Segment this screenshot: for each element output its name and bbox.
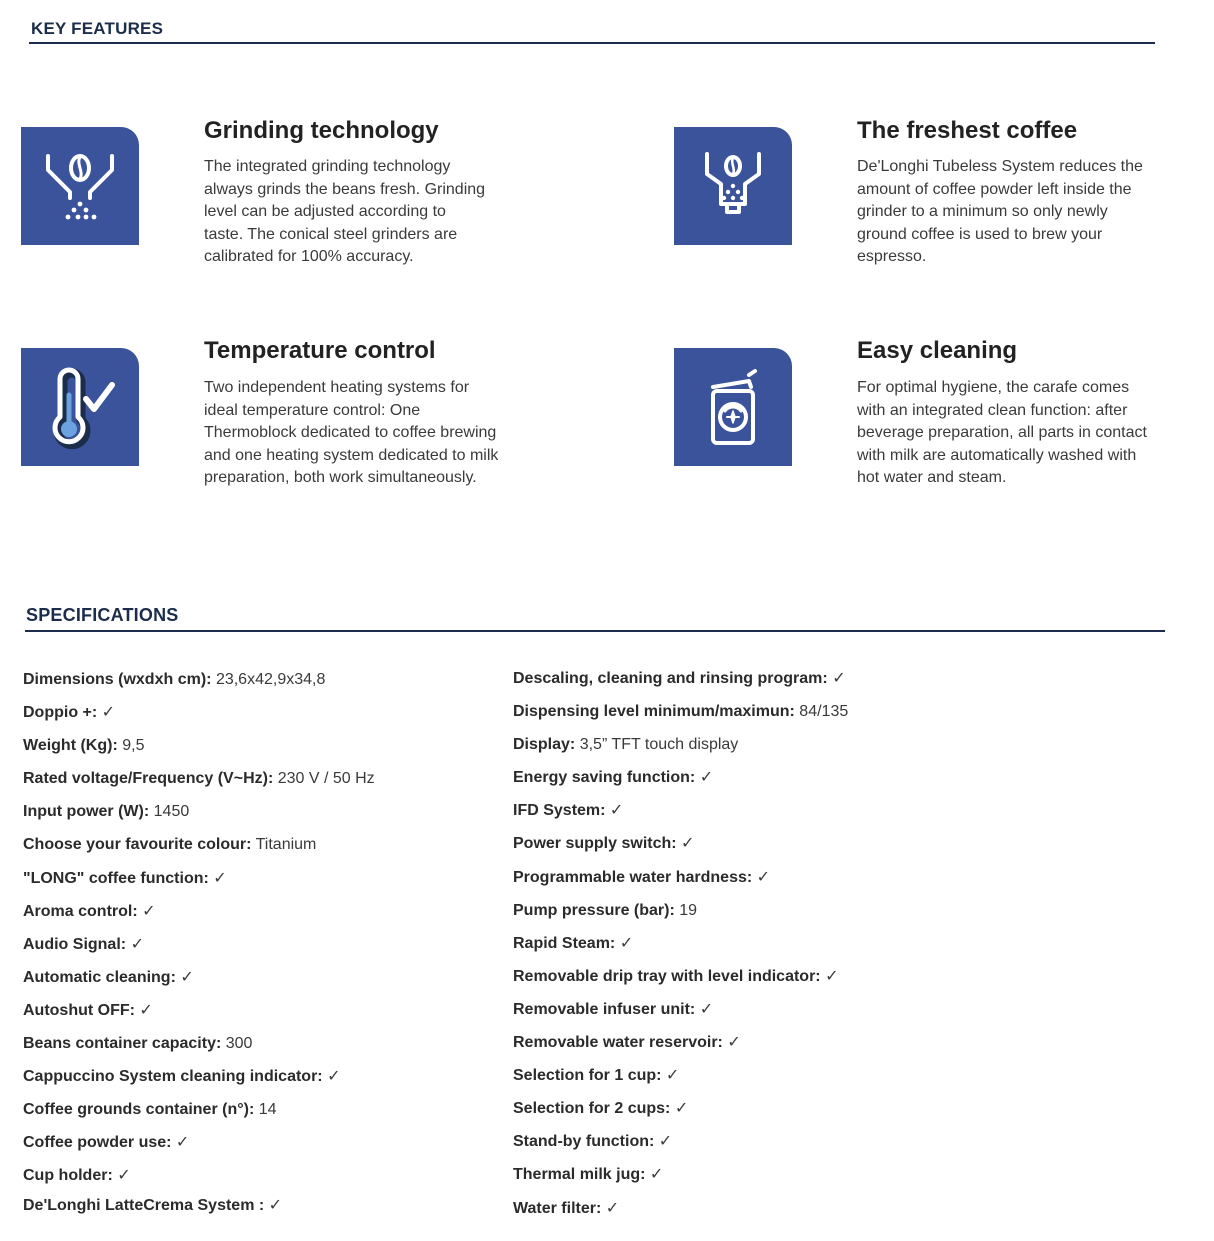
spec-label: Coffee grounds container (n°): (23, 1101, 255, 1119)
spec-label: Doppio +: (23, 704, 98, 722)
spec-label: Thermal milk jug: (513, 1166, 646, 1184)
spec-row (513, 1063, 848, 1096)
spec-value: ✓ (605, 1199, 620, 1217)
grinder-bean-icon (21, 127, 139, 245)
spec-label: Power supply switch: (513, 835, 677, 853)
thermometer-check-icon (21, 348, 139, 466)
spec-value: ✓ (117, 1167, 131, 1185)
spec-row (23, 1097, 375, 1130)
spec-list-left (23, 667, 375, 1226)
tubeless-grinder-icon (674, 127, 792, 245)
spec-label: Coffee powder use: (23, 1134, 172, 1152)
specifications-heading: SPECIFICATIONS (26, 605, 179, 625)
spec-label: Programmable water hardness: (513, 868, 753, 886)
spec-value: ✓ (130, 935, 144, 953)
spec-row (513, 898, 848, 931)
spec-value: ✓ (825, 967, 839, 985)
spec-label: Dispensing level minimum/maximun: (513, 703, 795, 721)
spec-row (23, 998, 375, 1031)
spec-label: Choose your favourite colour: (23, 836, 252, 854)
spec-value: ✓ (699, 1000, 714, 1018)
spec-row (23, 899, 375, 932)
spec-label: Automatic cleaning: (23, 968, 176, 986)
spec-label: "LONG" coffee function: (23, 869, 209, 887)
spec-value: 84/135 (799, 703, 849, 721)
feature-title-grinding: Grinding technology (204, 117, 439, 144)
spec-row (513, 997, 848, 1030)
spec-label: Audio Signal: (23, 935, 127, 953)
spec-row (513, 831, 848, 864)
spec-row (23, 1193, 375, 1226)
spec-label: IFD System: (513, 802, 606, 820)
spec-row (513, 1030, 848, 1063)
spec-row (513, 798, 848, 831)
spec-row (23, 832, 375, 865)
spec-value: ✓ (175, 1134, 190, 1152)
spec-value: ✓ (727, 1034, 741, 1052)
spec-value: ✓ (619, 934, 634, 952)
spec-label: Beans container capacity: (23, 1035, 222, 1053)
spec-row (23, 866, 375, 899)
spec-row (513, 1196, 848, 1229)
spec-row (23, 799, 375, 832)
spec-label: Cup holder: (23, 1167, 113, 1185)
spec-value: ✓ (681, 835, 695, 853)
spec-row (23, 667, 375, 700)
spec-value: 23,6x42,9x34,8 (215, 671, 326, 688)
spec-label: Input power (W): (23, 803, 150, 821)
spec-list-right (513, 666, 848, 1229)
spec-row (513, 765, 848, 798)
spec-value: ✓ (327, 1068, 341, 1086)
spec-label: Aroma control: (23, 902, 138, 920)
spec-row (513, 931, 848, 964)
spec-label: Removable drip tray with level indicator: (513, 967, 821, 985)
carafe-clean-icon (674, 348, 792, 466)
spec-value: ✓ (268, 1196, 283, 1214)
spec-row (513, 732, 848, 765)
spec-value: ✓ (658, 1133, 673, 1151)
spec-value: 3,5” TFT touch display (579, 736, 739, 754)
spec-label: Descaling, cleaning and rinsing program: (513, 670, 828, 687)
spec-value: 9,5 (122, 737, 145, 755)
spec-label: Cappuccino System cleaning indicator: (23, 1068, 323, 1086)
spec-row (513, 699, 848, 732)
spec-label: Selection for 2 cups: (513, 1100, 671, 1118)
feature-title-temperature: Temperature control (204, 337, 436, 364)
spec-label: Autoshut OFF: (23, 1001, 135, 1019)
spec-row (513, 964, 848, 997)
spec-label: De'Longhi LatteCrema System : (23, 1196, 265, 1214)
feature-title-freshest: The freshest coffee (857, 117, 1078, 144)
spec-value: ✓ (674, 1100, 689, 1118)
spec-row (513, 1129, 848, 1162)
spec-label: Weight (Kg): (23, 737, 118, 755)
spec-row (23, 965, 375, 998)
spec-label: Removable water reservoir: (513, 1034, 723, 1052)
spec-row (23, 700, 375, 733)
spec-row (23, 1130, 375, 1163)
key-features-divider (29, 42, 1155, 44)
spec-label: Removable infuser unit: (513, 1000, 696, 1018)
spec-row (23, 932, 375, 965)
spec-label: Stand-by function: (513, 1133, 655, 1151)
spec-value: 300 (225, 1035, 253, 1053)
spec-value: 19 (679, 901, 698, 919)
spec-value: ✓ (180, 968, 194, 986)
spec-label: Water filter: (513, 1199, 602, 1217)
spec-value: 1450 (153, 803, 190, 821)
feature-description-cleaning: For optimal hygiene, the carafe comes with an integrated clean function: after beverage preparation, all parts in contact with milk are automatically washed with hot water and steam. (857, 379, 1147, 487)
feature-title-cleaning: Easy cleaning (857, 337, 1018, 364)
spec-label: Dimensions (wxdxh cm): (23, 671, 212, 688)
spec-value: ✓ (756, 868, 771, 886)
spec-value: ✓ (832, 670, 846, 687)
spec-row (23, 1031, 375, 1064)
spec-value: ✓ (101, 704, 116, 722)
spec-row (23, 1064, 375, 1097)
feature-description-freshest: De'Longhi Tubeless System reduces the amount of coffee powder left inside the grinder to a minimum so only newly ground coffee is used to brew your espresso. (857, 158, 1143, 266)
spec-value: ✓ (609, 802, 624, 820)
spec-row (513, 666, 848, 699)
spec-value: ✓ (213, 869, 227, 887)
spec-row (513, 1162, 848, 1195)
spec-value: Titanium (255, 836, 317, 854)
spec-row (23, 766, 375, 799)
feature-description-grinding: The integrated grinding technology always grinds the beans fresh. Grinding level can be adjusted according to taste. The conical steel grinders are calibrated for 100% accuracy. (204, 158, 486, 266)
spec-value: ✓ (142, 902, 156, 920)
spec-label: Pump pressure (bar): (513, 901, 675, 919)
spec-label: Rapid Steam: (513, 934, 616, 952)
spec-value: ✓ (139, 1001, 153, 1019)
spec-label: Selection for 1 cup: (513, 1067, 662, 1085)
spec-value: ✓ (665, 1067, 680, 1085)
specifications-divider (25, 630, 1165, 632)
spec-row (23, 733, 375, 766)
key-features-heading: KEY FEATURES (31, 19, 164, 38)
spec-value: 14 (258, 1101, 277, 1119)
spec-label: Display: (513, 736, 576, 754)
spec-label: Rated voltage/Frequency (V~Hz): (23, 770, 274, 788)
spec-value: 230 V / 50 Hz (277, 770, 375, 788)
spec-value: ✓ (649, 1166, 664, 1184)
feature-description-temperature: Two independent heating systems for ideal temperature control: One Thermoblock dedicated to coffee brewing and one heating system dedicated to milk preparation, both work simultaneously. (204, 379, 499, 487)
spec-label: Energy saving function: (513, 769, 696, 787)
spec-row (513, 1096, 848, 1129)
spec-row (513, 865, 848, 898)
spec-value: ✓ (699, 769, 714, 787)
